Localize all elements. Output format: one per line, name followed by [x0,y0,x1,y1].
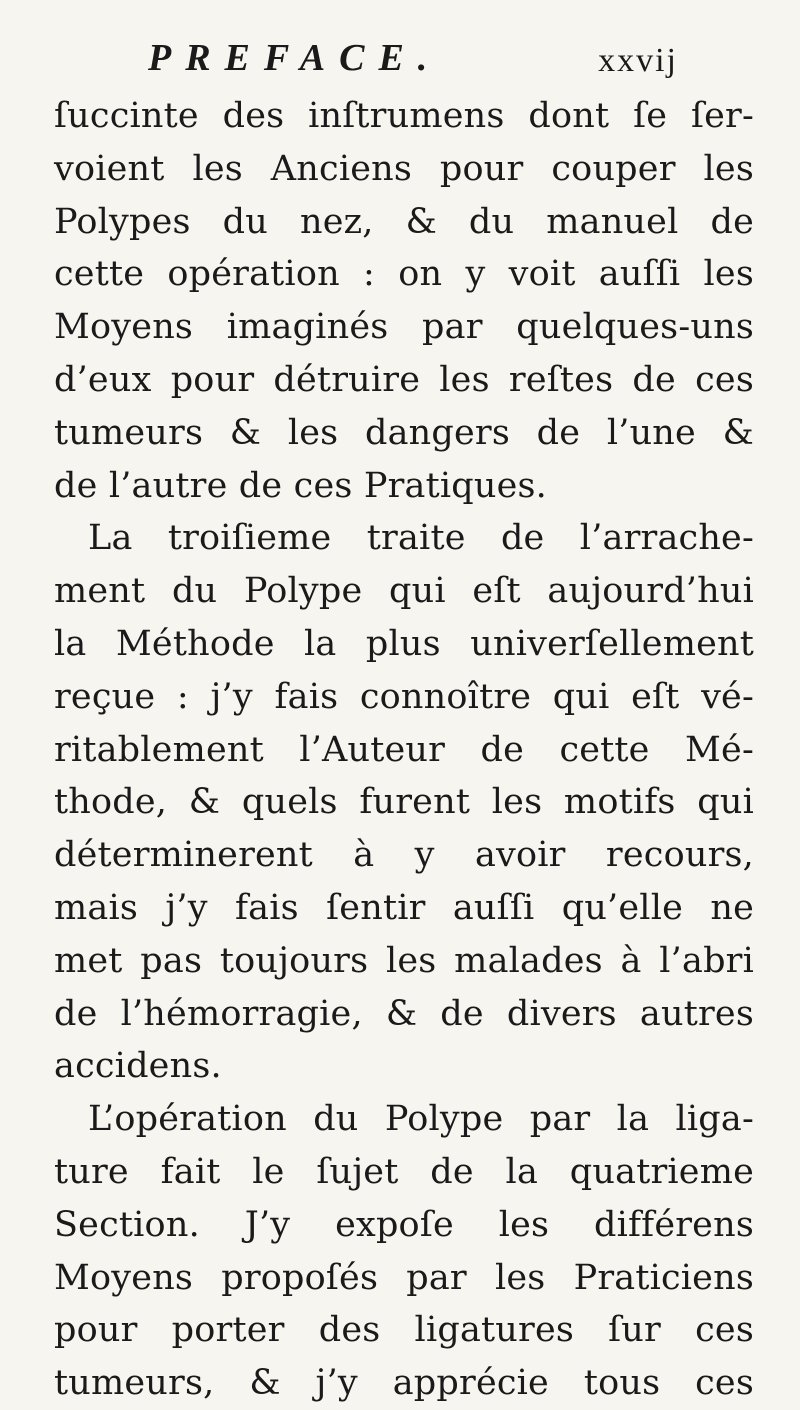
text-line: ſuccinte des inſtrumens dont ſe ſer- [54,96,754,136]
text-line: tumeurs, & j’y apprécie tous ces [54,1363,754,1404]
text-line: de l’autre de ces Pratiques. [54,465,548,506]
text-line: Moyens propoſés par les Praticiens [54,1257,754,1298]
text-line: la Méthode la plus univerſellement [54,623,754,664]
text-line: La troiſieme traite de l’arrache- [88,518,754,559]
text-line: ment du Polype qui eſt aujourd’hui [54,571,754,612]
text-line: Moyens imaginés par quelques-uns [54,307,754,348]
text-line: d’eux pour détruire les reſtes de ces [54,359,754,400]
text-line: voient les Anciens pour couper les [54,148,754,189]
text-line: de l’hémorragie, & de divers autres [54,993,754,1034]
body-text [54,90,754,1410]
running-title: PREFACE. [148,37,442,79]
text-line: Polypes du nez, & du manuel de [54,201,754,242]
page-number: xxvij [598,42,678,79]
text-line: ritablement l’Auteur de cette Mé- [54,729,754,770]
text-line: L’opération du Polype par la liga- [88,1099,754,1140]
text-line: met pas toujours les malades à l’abri [54,940,754,981]
text-line: mais j’y fais ſentir auſſi qu’elle ne [54,887,754,928]
text-line: tumeurs & les dangers de l’une & [54,412,754,453]
text-line: déterminerent à y avoir recours, [54,835,754,876]
text-line: accidens. [54,1046,222,1087]
text-line: thode, & quels furent les motifs qui [54,782,754,823]
running-head [148,30,678,90]
text-line: reçue : j’y fais connoître qui eſt vé- [54,676,754,717]
text-line: Section. J’y expoſe les différens [54,1204,754,1245]
text-line: cette opération : on y voit auſſi les [54,254,754,295]
text-line: pour porter des ligatures ſur ces [54,1310,754,1351]
text-line: ture fait le ſujet de la quatrieme [54,1151,754,1192]
